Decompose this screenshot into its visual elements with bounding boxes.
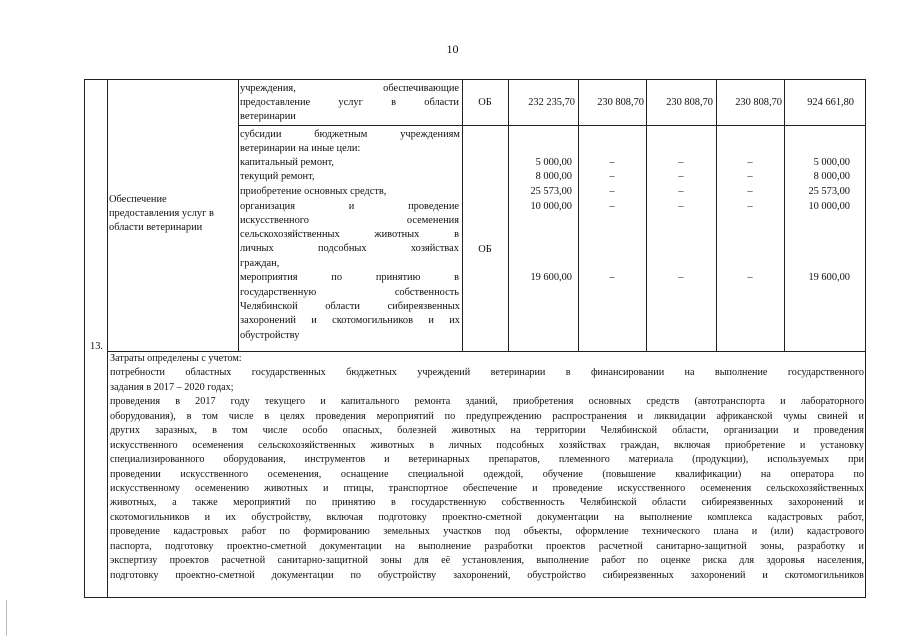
mid-value-2017: 25 573,00 — [530, 186, 572, 197]
note-line: паспорта, подготовку проектно-сметной документации на выполнение разработки проектов расчетной санитарно-защитной зоны, разработку и — [110, 540, 864, 552]
desc-line: мероприятия по принятию в — [240, 272, 459, 283]
mid-value-2018: – — [609, 201, 615, 212]
note-line: проведения в 2017 году текущего и капитального ремонта зданий, приобретения основных средств (автотранспорта и лабораторного — [110, 396, 864, 408]
mid-value-2018: – — [609, 171, 615, 182]
note-line: животных, а также мероприятий по принятию в государственную собственность Челябинской области сибиреязвенных захоронений и — [110, 497, 864, 509]
note-line: экспертизу проектов расчетной санитарно-защитной зоны для её установления, выполнение работ по оценке риска для здоровья населения, — [110, 555, 864, 567]
event-name-line: предоставления услуг в — [109, 208, 214, 219]
desc-line: ветеринарии — [240, 111, 296, 122]
mid-value-2019: – — [678, 201, 684, 212]
desc-line: ветеринарии на иные цели: — [240, 143, 361, 154]
mid-value-total: 25 573,00 — [808, 186, 850, 197]
mid-value-2017: 19 600,00 — [530, 272, 572, 283]
note-line: потребности областных государственных бюджетных учреждений ветеринарии в финансировании на выполнение государственного — [110, 367, 864, 379]
desc-line: текущий ремонт, — [240, 171, 315, 182]
cost-note — [110, 352, 864, 583]
top-value-2017: 232 235,70 — [528, 97, 575, 108]
desc-line: граждан, — [240, 258, 280, 269]
mid-value-2020: – — [747, 157, 753, 168]
desc-line: сельскохозяйственных животных в — [240, 229, 459, 240]
mid-value-2019: – — [678, 171, 684, 182]
top-value-total: 924 661,80 — [807, 97, 854, 108]
desc-line: личных подсобных хозяйствах — [240, 243, 459, 254]
desc-line: государственную собственность — [240, 287, 459, 298]
top-source: ОБ — [478, 97, 492, 108]
mid-value-2020: – — [747, 186, 753, 197]
note-line: проведении искусственного осеменения, оснащение специальной одеждой, обучение (повышение квалификации) на оператора по — [110, 468, 864, 480]
note-line: искусственному осеменению животных и птицы, транспортное обеспечение и проведение искусственного осеменения сельскохозяйственных — [110, 482, 864, 494]
desc-line: Челябинской области сибиреязвенных — [240, 301, 460, 312]
mid-value-2017: 5 000,00 — [535, 157, 572, 168]
mid-value-2018: – — [609, 157, 615, 168]
desc-line: захоронений и скотомогильников и их — [240, 315, 460, 326]
note-line: искусственного осеменения сельскохозяйственных животных в личных подсобных хозяйствах граждан, включая приобретение и установку — [110, 439, 864, 451]
row-number: 13. — [90, 341, 103, 352]
mid-value-2017: 10 000,00 — [530, 201, 572, 212]
mid-value-2020: – — [747, 171, 753, 182]
desc-line: искусственного осеменения — [240, 215, 459, 226]
desc-line: учреждения, обеспечивающие — [240, 83, 459, 94]
mid-value-total: 5 000,00 — [813, 157, 850, 168]
desc-line: капитальный ремонт, — [240, 157, 334, 168]
top-value-2018: 230 808,70 — [597, 97, 644, 108]
note-line: скотомогильников и их обустройству, включая подготовку проектно-сметной документации на выполнение комплекса кадастровых работ, — [110, 511, 864, 523]
mid-value-2019: – — [678, 157, 684, 168]
event-name-line: Обеспечение — [109, 194, 167, 205]
desc-line: предоставление услуг в области — [240, 97, 459, 108]
note-line: оборудования), в том числе в целях проведения мероприятий по предупреждению распространения и ликвидации африканской чумы свиней и — [110, 410, 864, 422]
page-number: 10 — [446, 42, 459, 56]
mid-source: ОБ — [478, 244, 492, 255]
note-line: подготовку проектно-сметной документации по обустройству захоронений, обустройство сибиреязвенных захоронений и скотомогильников — [110, 569, 864, 581]
top-value-2019: 230 808,70 — [666, 97, 713, 108]
note-line: специализированного оборудования, инструментов и ветеринарных препаратов, племенного материала (продукции), используемых при — [110, 454, 864, 466]
event-name-line: области ветеринарии — [109, 222, 203, 233]
note-line: Затраты определены с учетом: — [110, 353, 242, 364]
mid-value-2020: – — [747, 201, 753, 212]
note-line: задания в 2017 – 2020 годах; — [110, 381, 234, 393]
mid-value-2020: – — [747, 272, 753, 283]
mid-value-total: 8 000,00 — [813, 171, 850, 182]
mid-value-total: 10 000,00 — [808, 201, 850, 212]
desc-line: субсидии бюджетным учреждениям — [240, 129, 460, 140]
mid-value-2019: – — [678, 186, 684, 197]
mid-value-total: 19 600,00 — [808, 272, 850, 283]
desc-line: приобретение основных средств, — [240, 186, 387, 197]
desc-line: обустройству — [240, 330, 300, 341]
mid-value-2019: – — [678, 272, 684, 283]
mid-value-2018: – — [609, 272, 615, 283]
mid-value-2018: – — [609, 186, 615, 197]
top-value-2020: 230 808,70 — [735, 97, 782, 108]
mid-value-2017: 8 000,00 — [535, 171, 572, 182]
scan-margin-mark — [6, 600, 7, 636]
note-line: проведение кадастровых работ по формированию земельных участков под объекты, оформление технического плана и (или) кадастрового — [110, 526, 864, 538]
desc-line: организация и проведение — [240, 201, 459, 212]
note-line: других заразных, в том числе особо опасных, болезней животных на территории Челябинской области, организации и проведения — [110, 425, 864, 437]
